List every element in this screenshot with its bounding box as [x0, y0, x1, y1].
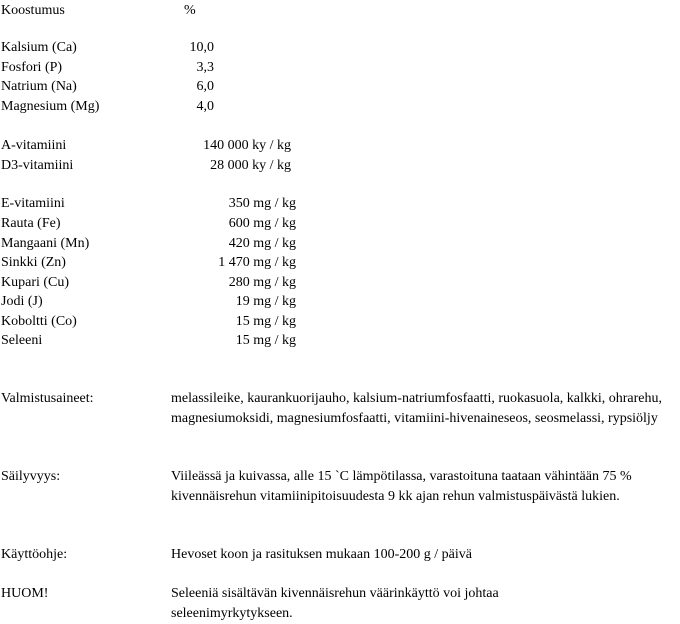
mineral-value-phosphorus: 3,3 [196, 60, 214, 75]
trace-label-vitamin-e: E-vitamiini [1, 196, 65, 211]
mineral-label-magnesium: Magnesium (Mg) [1, 99, 100, 114]
trace-label-copper: Kupari (Cu) [1, 275, 70, 290]
warning-text: Seleeniä sisältävän kivennäisrehun väärinkäyttö voi johtaa seleenimyrkytykseen. [171, 586, 499, 621]
mineral-label-sodium: Natrium (Na) [1, 79, 77, 94]
trace-label-iron: Rauta (Fe) [1, 216, 61, 231]
storage-text: Viileässä ja kuivassa, alle 15 `C lämpötilassa, varastoituna taataan vähintään 75 % kivennäisrehun vitamiinipitoisuudesta 9 kk ajan rehun valmistuspäivästä lukien. [171, 469, 632, 504]
percent-unit-heading: % [184, 3, 196, 18]
vitamin-label-a: A-vitamiini [1, 138, 67, 153]
mineral-value-calcium: 10,0 [189, 40, 214, 55]
trace-value-selenium: 15 mg / kg [235, 333, 296, 348]
usage-text: Hevoset koon ja rasituksen mukaan 100-200 g / päivä [171, 547, 472, 562]
trace-value-iron: 600 mg / kg [228, 216, 296, 231]
vitamin-value-d3: 28 000 ky / kg [210, 158, 291, 173]
trace-label-cobalt: Koboltti (Co) [1, 314, 77, 329]
trace-label-manganese: Mangaani (Mn) [1, 236, 90, 251]
ingredients-label: Valmistusaineet: [1, 391, 94, 406]
mineral-value-magnesium: 4,0 [196, 99, 214, 114]
trace-value-vitamin-e: 350 mg / kg [228, 196, 296, 211]
composition-heading: Koostumus [1, 3, 65, 18]
trace-value-cobalt: 15 mg / kg [235, 314, 296, 329]
trace-value-iodine: 19 mg / kg [235, 294, 296, 309]
trace-label-zinc: Sinkki (Zn) [1, 255, 66, 270]
warning-label: HUOM! [1, 586, 49, 601]
mineral-label-phosphorus: Fosfori (P) [1, 60, 63, 75]
vitamin-value-a: 140 000 ky / kg [203, 138, 291, 153]
usage-label: Käyttöohje: [1, 547, 68, 562]
storage-label: Säilyvyys: [1, 469, 61, 484]
trace-value-copper: 280 mg / kg [228, 275, 296, 290]
mineral-value-sodium: 6,0 [196, 79, 214, 94]
trace-label-selenium: Seleeni [1, 333, 43, 348]
vitamin-label-d3: D3-vitamiini [1, 158, 74, 173]
trace-value-manganese: 420 mg / kg [228, 236, 296, 251]
trace-value-zinc: 1 470 mg / kg [218, 255, 296, 270]
mineral-label-calcium: Kalsium (Ca) [1, 40, 77, 55]
ingredients-text: melassileike, kaurankuorijauho, kalsium-natriumfosfaatti, ruokasuola, kalkki, ohrarehu, magnesiumoksidi, magnesiumfosfaatti, vitamiini-hivenaineseos, seosmelassi, rypsiöljy [171, 391, 663, 426]
trace-label-iodine: Jodi (J) [1, 294, 43, 309]
